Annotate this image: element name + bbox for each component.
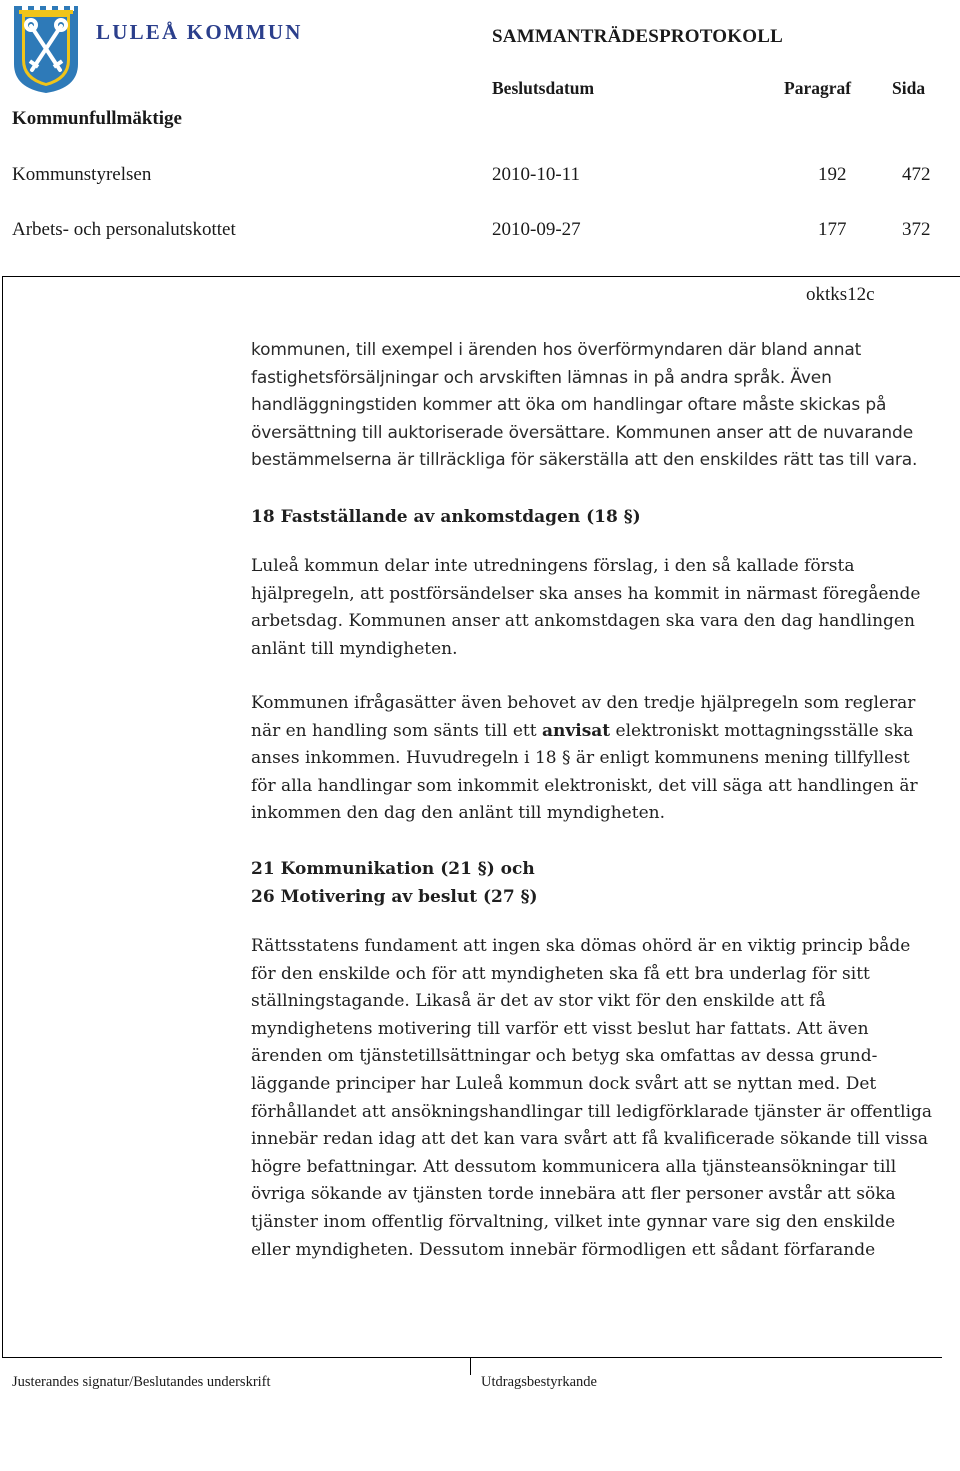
crest-icon [12, 4, 80, 94]
row-body-name: Kommunstyrelsen [12, 164, 152, 185]
row-body-name: Arbets- och personalutskottet [12, 219, 236, 240]
row-page: 472 [902, 164, 931, 185]
document-code: oktks12c [806, 284, 875, 305]
section-heading-18: 18 Fastställande av ankomstdagen (18 §) [251, 507, 641, 527]
text-line: arbetsdag. Kommunen anser att ankomstdagen ska vara den dag handlingen [251, 611, 915, 632]
text-line: för den enskilde och för att myndigheten ska få ett bra underlag för sitt [251, 963, 870, 984]
row-page: 372 [902, 219, 931, 240]
footer-signature-label: Justerandes signatur/Beslutandes underskrift [12, 1374, 271, 1390]
row-paragraph: 177 [818, 219, 847, 240]
text-line: ställningstagande. Likaså är det av stor vikt för den enskilde att få [251, 991, 826, 1012]
text-line: eller myndigheten. Dessutom innebär förmodligen ett sådant förfarande [251, 1239, 876, 1260]
text-line: högre befattningar. Att dessutom kommunicera alla tjänsteansökningar till [251, 1156, 897, 1177]
text-line: ärenden om tjänstetillsättningar och betyg ska omfattas av dessa grund- [251, 1046, 878, 1067]
document-type: SAMMANTRÄDESPROTOKOLL [492, 26, 783, 47]
text-line: Kommunen ifrågasätter även behovet av den tredje hjälpregeln som reglerar [251, 693, 916, 713]
municipality-crest-logo [12, 4, 80, 94]
heading-line: 21 Kommunikation (21 §) och [251, 859, 535, 879]
section-heading-21-26 [251, 856, 960, 911]
column-header-page: Sida [892, 78, 926, 98]
text-line [251, 718, 960, 746]
text-line: övriga sökande av tjänsten torde innebära att fler personer avstår att söka [251, 1184, 896, 1205]
footer-divider [2, 1357, 942, 1358]
row-date: 2010-10-11 [492, 164, 580, 185]
text-line: inkommen den dag den anlänt till myndigheten. [251, 803, 665, 824]
text-line: Rättsstatens fundament att ingen ska dömas ohörd är en viktig princip både [251, 936, 911, 956]
footer-column-divider [470, 1357, 471, 1375]
text-line: tjänster inom offentlig förvaltning, vilket inte gynnar vare sig den enskilde [251, 1211, 896, 1232]
text-line: anses inkommen. Huvudregeln i 18 § är enligt kommunens mening tillfyllest [251, 748, 910, 769]
municipality-name: LULEÅ KOMMUN [96, 20, 303, 44]
text-segment: elektroniskt mottagningsställe ska [610, 720, 914, 741]
text-line: innebär redan idag att det kan vara svårt att få kvalificerade sökande till vissa [251, 1129, 928, 1150]
paragraph-intro [251, 337, 960, 475]
column-header-date: Beslutsdatum [492, 78, 595, 98]
heading-line: 26 Motivering av beslut (27 §) [251, 886, 538, 907]
text-line: fastighetsförsäljningar och arvskiften lämnas in på andra språk. Även [251, 367, 832, 388]
paragraph-electronic-receipt [251, 690, 960, 828]
text-line: Luleå kommun delar inte utredningens förslag, i den så kallade första [251, 556, 855, 576]
decision-body: Kommunfullmäktige [12, 108, 182, 129]
footer-certification-label: Utdragsbestyrkande [481, 1374, 597, 1390]
text-line: handläggningstiden kommer att öka om handlingar oftare måste skickas på [251, 395, 887, 416]
paragraph-communication [251, 933, 960, 1264]
text-line: hjälpregeln, att postförsändelser ska anses ha kommit in närmast föregående [251, 583, 921, 604]
text-line: översättning till auktoriserade översättare. Kommunen anser att de nuvarande [251, 422, 914, 443]
text-segment: när en handling som sänts till ett [251, 720, 542, 741]
text-line: bestämmelserna är tillräckliga för säkerställa att den enskildes rätt tas till vara. [251, 450, 918, 471]
text-line: myndighetens motivering till varför ett visst beslut har fattats. Att även [251, 1018, 869, 1039]
text-line: läggande principer har Luleå kommun dock svårt att se nyttan med. Det [251, 1073, 877, 1094]
text-line: anlänt till myndigheten. [251, 638, 458, 659]
text-line: för alla handlingar som inkommit elektroniskt, det vill säga att handlingen är [251, 775, 918, 796]
text-line: förhållandet att ansökningshandlingar till ledigförklarade tjänster är offentliga [251, 1101, 933, 1122]
row-date: 2010-09-27 [492, 219, 581, 240]
text-line: kommunen, till exempel i ärenden hos överförmyndaren där bland annat [251, 340, 862, 360]
emphasized-word: anvisat [541, 720, 611, 741]
row-paragraph: 192 [818, 164, 847, 185]
column-header-paragraph: Paragraf [784, 78, 852, 98]
paragraph-arrival-date [251, 553, 960, 663]
